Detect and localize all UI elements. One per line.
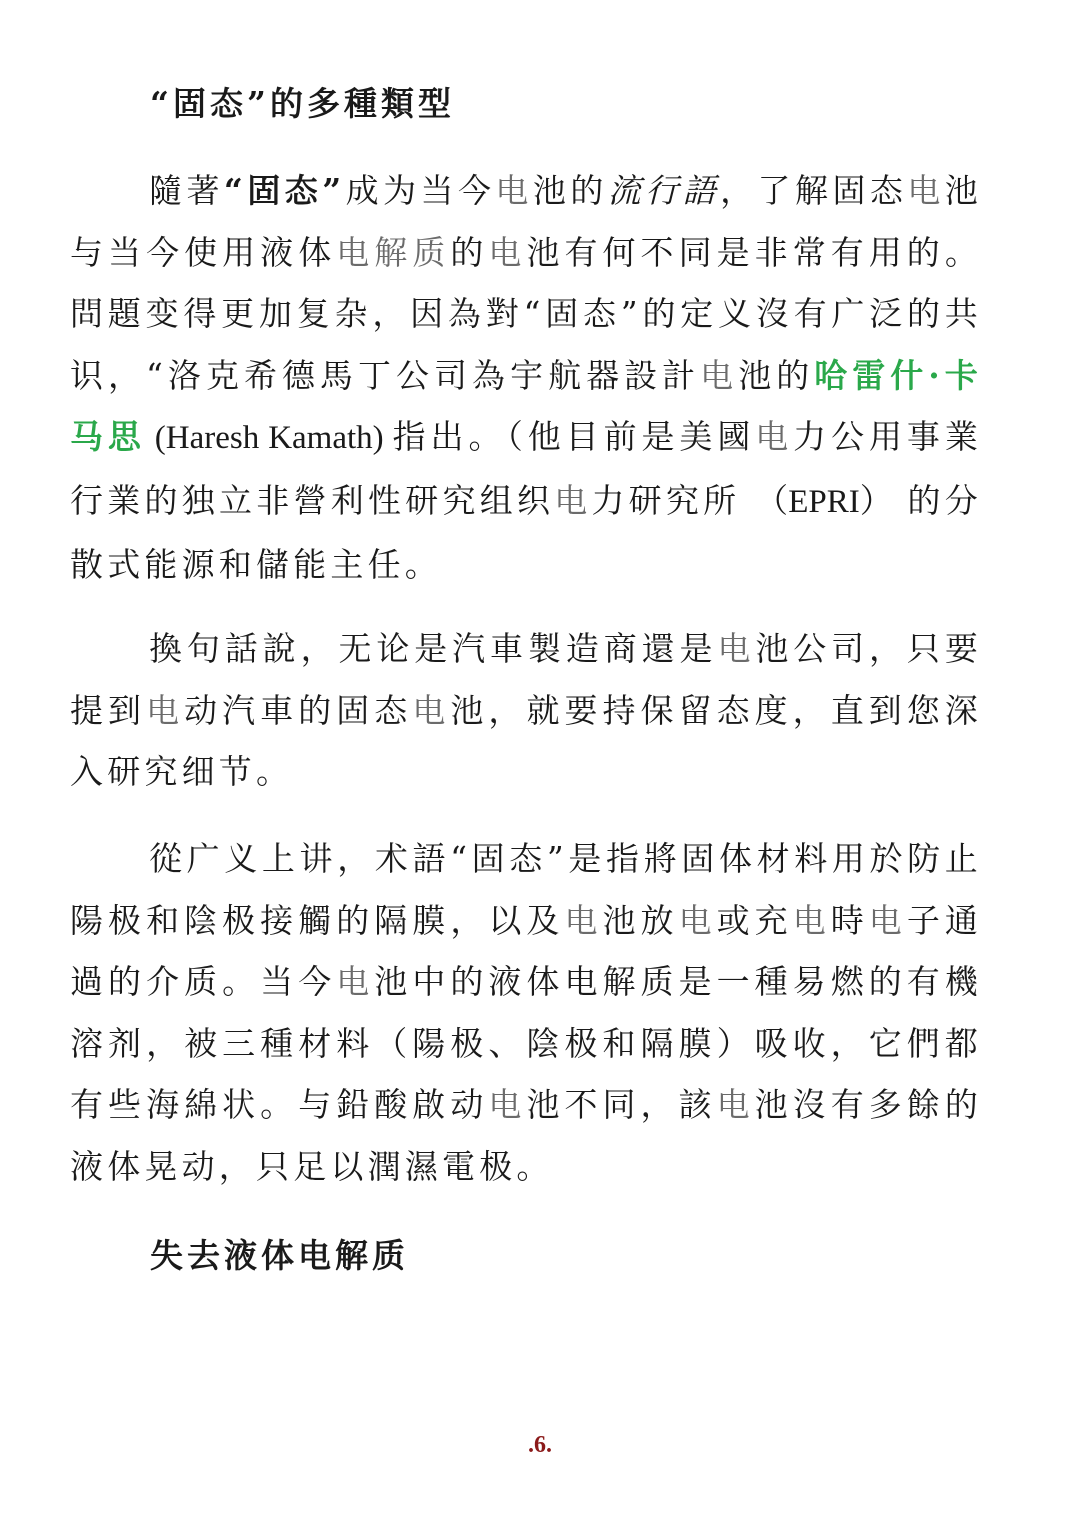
- text-span: 池的: [738, 355, 815, 395]
- text-span: 池与当今使用液体: [70, 171, 982, 272]
- latin-name: (Haresh Kamath): [145, 420, 393, 457]
- linked-term[interactable]: 电: [495, 171, 533, 210]
- acronym: （EPRI）: [755, 483, 893, 520]
- linked-term[interactable]: 电: [336, 962, 375, 1002]
- text-span: 力研究所: [591, 480, 756, 520]
- text-span: 池放: [602, 900, 679, 940]
- linked-term[interactable]: 电: [792, 900, 831, 940]
- linked-term[interactable]: 电: [554, 480, 592, 520]
- text-span: 的分散式能源和儲能主任。: [70, 480, 982, 584]
- section-heading: “固态”的多種類型: [150, 84, 455, 123]
- linked-term[interactable]: 电: [907, 171, 945, 210]
- text-span: 池公司，只要提到: [70, 629, 983, 730]
- text-span: 动汽車的固态: [184, 690, 413, 730]
- italic-term: 流行語: [607, 171, 721, 210]
- linked-term[interactable]: 电: [868, 900, 907, 940]
- text-span: 換句話說，无论是汽車製造商還是: [149, 629, 718, 668]
- text-span: 從广义上讲，术語“固态”是指將固体材料用於防止陽极和陰极接觸的隔膜，以及: [70, 839, 982, 940]
- linked-term[interactable]: 电解质: [336, 232, 451, 272]
- linked-term[interactable]: 电: [700, 355, 739, 395]
- text-span: 池的: [532, 171, 608, 210]
- linked-term[interactable]: 电: [488, 1085, 527, 1125]
- bold-term: “固态”: [223, 171, 346, 210]
- linked-term[interactable]: 电: [717, 629, 756, 668]
- linked-term[interactable]: 电: [488, 232, 527, 272]
- paragraph-3: [70, 828, 982, 1198]
- text-span: 的: [450, 232, 489, 272]
- text-span: 池沒有多餘的液体晃动，只足以潤濕電极。: [70, 1085, 983, 1186]
- linked-term[interactable]: 电: [678, 900, 717, 940]
- paragraph-2: [70, 618, 982, 803]
- text-span: 隨著: [149, 171, 224, 210]
- text-span: 成为当今: [345, 171, 496, 210]
- text-span: 池有何不同是非常有用的。問題变得更加复杂，因為對“固态”的定义沒有广泛的共识，“洛克希德馬丁公司為宇航器設計: [70, 232, 983, 395]
- text-span: 指出。（他目前是美國: [392, 417, 756, 457]
- linked-term[interactable]: 电: [412, 690, 451, 730]
- linked-term[interactable]: 电: [716, 1085, 755, 1125]
- page-number: .6.: [528, 1432, 552, 1458]
- text-span: 子通過的介质。当今: [70, 900, 983, 1002]
- linked-term[interactable]: 电: [564, 900, 603, 940]
- text-span: 池不同，該: [526, 1085, 717, 1125]
- text-span: 池中的液体电解质是一種易燃的有機溶剂，被三種材料（陽极、陰极和隔膜）吸收，它們都有些海綿状。与鉛酸啟动: [70, 962, 983, 1125]
- person-name-link[interactable]: 哈雷什·卡马思: [70, 355, 983, 457]
- text-span: ，了解固态: [720, 171, 908, 210]
- text-span: 時: [830, 900, 869, 940]
- text-span: 或充: [716, 900, 793, 940]
- linked-term[interactable]: 电: [146, 690, 185, 730]
- section-heading: 失去液体电解质: [150, 1236, 409, 1275]
- paragraph-1: [70, 160, 982, 595]
- text-span: 力公用事業行業的独立非營利性研究组织: [70, 417, 983, 520]
- text-span: 池，就要持保留态度，直到您深入研究细节。: [70, 690, 983, 792]
- linked-term[interactable]: 电: [755, 417, 794, 457]
